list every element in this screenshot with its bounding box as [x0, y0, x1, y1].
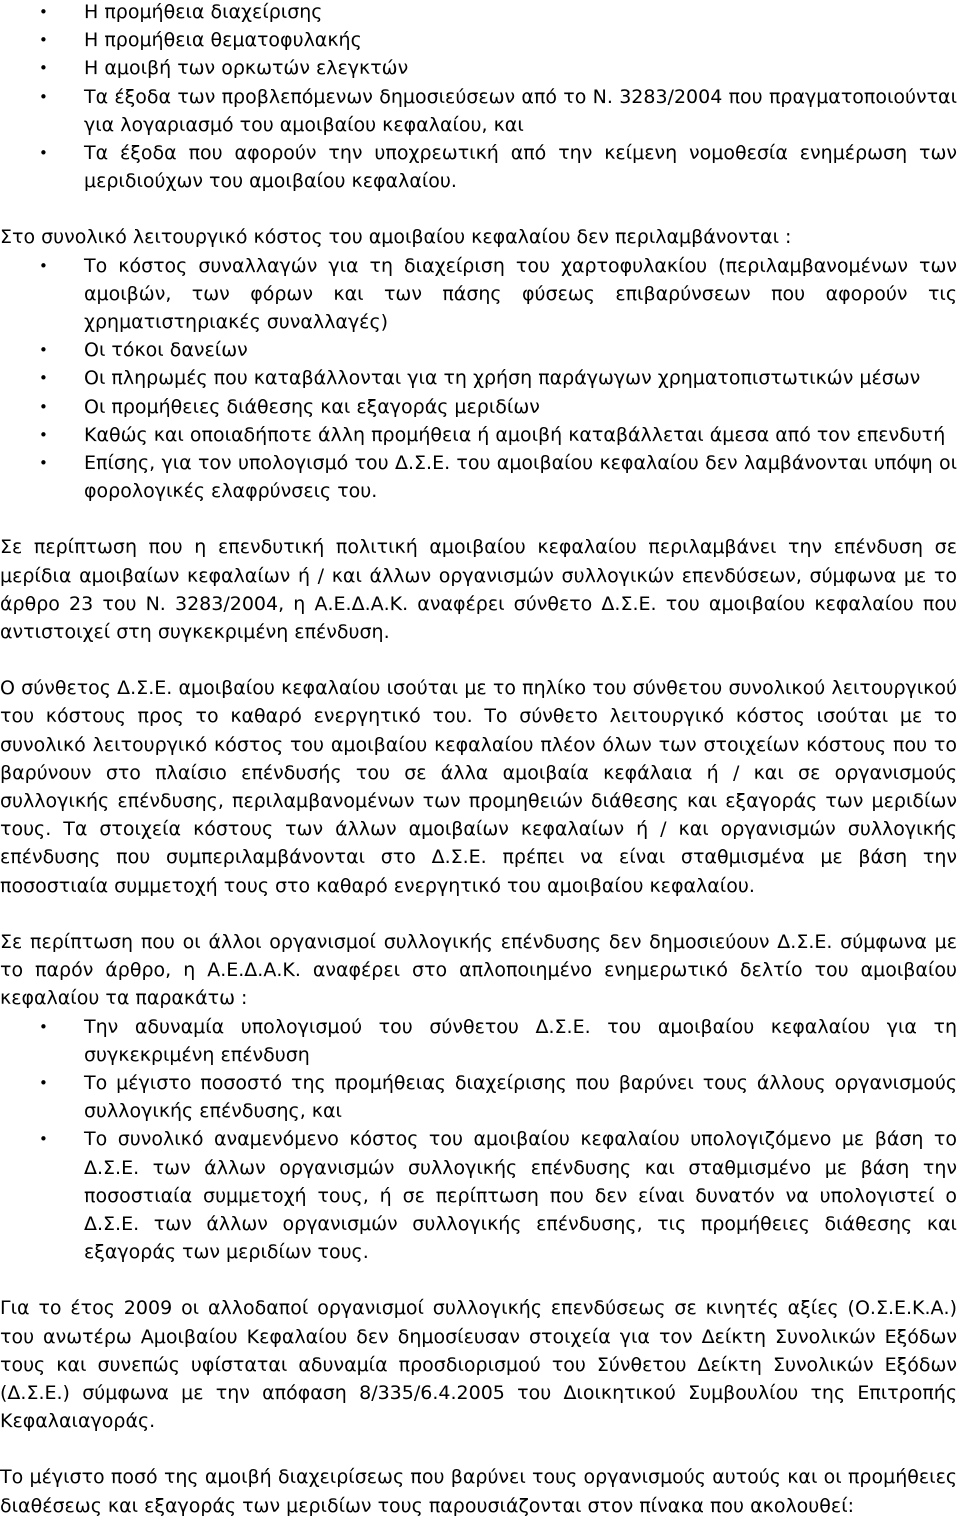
- list-item: • Επίσης, για τον υπολογισμό του Δ.Σ.Ε. του αμοιβαίου κεφαλαίου δεν λαμβάνονται υπόψη οι φορολογικές ελαφρύνσεις του.: [0, 449, 957, 505]
- list-item: • Το κόστος συναλλαγών για τη διαχείριση του χαρτοφυλακίου (περιλαμβανομένων των αμοιβών, των φόρων και των πάσης φύσεως επιβαρύνσεων που αφορούν τις χρηματιστηριακές συναλλαγές): [0, 252, 957, 337]
- fund-expense-list: [0, 0, 957, 195]
- list-item: • Οι πληρωμές που καταβάλλονται για τη χρήση παράγωγων χρηματοπιστωτικών μέσων: [0, 364, 957, 392]
- paragraph-composite-investment: Σε περίπτωση που η επενδυτική πολιτική αμοιβαίου κεφαλαίου περιλαμβάνει την επένδυση σε μερίδια αμοιβαίων κεφαλαίων ή / και άλλων οργανισμών συλλογικών επενδύσεων, σύμφωνα με το άρθρο 23 του Ν. 3283/2004, η Α.Ε.Δ.Α.Κ. αναφέρει σύνθετο Δ.Σ.Ε. του αμοιβαίου κεφαλαίου που αντιστοιχεί στη συγκεκριμένη επένδυση.: [0, 536, 957, 644]
- list-item: • Τα έξοδα που αφορούν την υποχρεωτική από την κείμενη νομοθεσία ενημέρωση των μεριδιούχων του αμοιβαίου κεφαλαίου.: [0, 139, 957, 195]
- list-item: • Το μέγιστο ποσοστό της προμήθειας διαχείρισης που βαρύνει τους άλλους οργανισμούς συλλογικής επένδυσης, και: [0, 1069, 957, 1125]
- paragraph-year-2009: Για το έτος 2009 οι αλλοδαποί οργανισμοί συλλογικής επενδύσεως σε κινητές αξίες (Ο.Σ.Ε.Κ.Α.) του ανωτέρω Αμοιβαίου Κεφαλαίου δεν δημοσίευσαν στοιχεία για τον Δείκτη Συνολικών Εξόδων τους και συνεπώς υφίσταται αδυναμία προσδιορισμού του Σύνθετου Δείκτη Συνολικών Εξόδων (Δ.Σ.Ε.) σύμφωνα με την απόφαση 8/335/6.4.2005 του Διοικητικού Συμβουλίου της Επιτροπής Κεφαλαιαγοράς.: [0, 1297, 957, 1433]
- paragraph-composite-ter: Ο σύνθετος Δ.Σ.Ε. αμοιβαίου κεφαλαίου ισούται με το πηλίκο του σύνθετου συνολικού λειτουργικού του κόστους προς το καθαρό ενεργητικό του. Το σύνθετο λειτουργικό κόστος ισούται με το συνολικό λειτουργικό κόστος του αμοιβαίου κεφαλαίου πλέον όλων των στοιχείων κόστους που το βαρύνουν στο πλαίσιο επένδυσής του σε άλλα αμοιβαία κεφάλαια ή / και σε οργανισμούς συλλογικής επένδυσης, περιλαμβανομένων των προμηθειών διάθεσης και εξαγοράς των μεριδίων τους. Τα στοιχεία κόστους των άλλων αμοιβαίων κεφαλαίων ή / και οργανισμών συλλογικής επένδυσης που συμπεριλαμβάνονται στο Δ.Σ.Ε. πρέπει να είναι σταθμισμένα με βάση την ποσοστιαία συμμετοχή τους στο καθαρό ενεργητικό του αμοιβαίου κεφαλαίου.: [0, 677, 957, 897]
- list-item: • Η αμοιβή των ορκωτών ελεγκτών: [0, 54, 957, 82]
- list-item: • Καθώς και οποιαδήποτε άλλη προμήθεια ή αμοιβή καταβάλλεται άμεσα από τον επενδυτή: [0, 421, 957, 449]
- list-item: • Η προμήθεια θεματοφυλακής: [0, 26, 957, 54]
- list-item: • Οι προμήθειες διάθεσης και εξαγοράς μεριδίων: [0, 393, 957, 421]
- list-item: • Το συνολικό αναμενόμενο κόστος του αμοιβαίου κεφαλαίου υπολογιζόμενο με βάση το Δ.Σ.Ε. των άλλων οργανισμών συλλογικής επένδυσης και σταθμισμένο με βάση την ποσοστιαία συμμετοχή τους, ή σε περίπτωση που δεν είναι δυνατόν να υπολογιστεί ο Δ.Σ.Ε. των άλλων οργανισμών συλλογικής επένδυσης, τις προμήθειες διάθεσης και εξαγοράς των μεριδίων τους.: [0, 1125, 957, 1266]
- exclusions-intro: Στο συνολικό λειτουργικό κόστος του αμοιβαίου κεφαλαίου δεν περιλαμβάνονται :: [0, 226, 792, 249]
- list-item: • Η προμήθεια διαχείρισης: [0, 0, 957, 26]
- list-item: • Οι τόκοι δανείων: [0, 336, 957, 364]
- paragraph-max-fee: Το μέγιστο ποσό της αμοιβή διαχειρίσεως που βαρύνει τους οργανισμούς αυτούς και οι προμήθειες διαθέσεως και εξαγοράς των μεριδίων τους παρουσιάζονται στον πίνακα που ακολουθεί:: [0, 1466, 957, 1517]
- list-item: • Την αδυναμία υπολογισμού του σύνθετου Δ.Σ.Ε. του αμοιβαίου κεφαλαίου για τη συγκεκριμένη επένδυση: [0, 1013, 957, 1069]
- disclosure-list: [0, 1013, 957, 1267]
- exclusions-list: [0, 252, 957, 506]
- paragraph-no-ter-intro: Σε περίπτωση που οι άλλοι οργανισμοί συλλογικής επένδυσης δεν δημοσιεύουν Δ.Σ.Ε. σύμφωνα με το παρόν άρθρο, η Α.Ε.Δ.Α.Κ. αναφέρει στο απλοποιημένο ενημερωτικό δελτίο του αμοιβαίου κεφαλαίου τα παρακάτω :: [0, 930, 957, 1010]
- list-item: • Τα έξοδα των προβλεπόμενων δημοσιεύσεων από το Ν. 3283/2004 που πραγματοποιούνται για λογαριασμό του αμοιβαίου κεφαλαίου, και: [0, 83, 957, 139]
